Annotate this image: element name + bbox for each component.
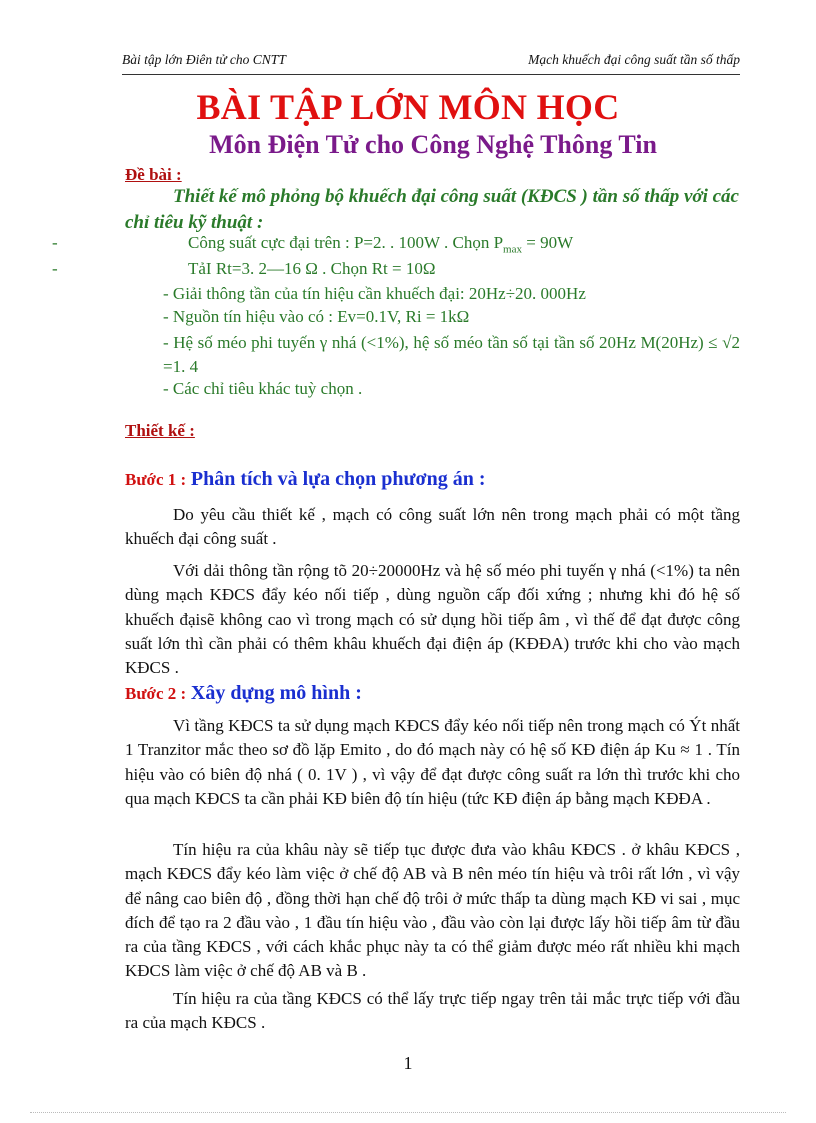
step1-heading: Bước 1 : Phân tích và lựa chọn phương án :: [125, 468, 486, 490]
step2-paragraph-1: Vì tầng KĐCS ta sử dụng mạch KĐCS đẩy kéo nối tiếp nên trong mạch có Ýt nhất 1 Tranzitor mắc theo sơ đồ lặp Emito , do đó mạch này có hệ số KĐ điện áp Ku ≈ 1 . Tín hiệu vào có biên độ nhá ( 0. 1V ) , vì vậy để đạt được công suất ra lớn thì trước khi cho qua mạch KĐCS ta cần phải KĐ biên độ tín hiệu (tức KĐ điện áp bằng mạch KĐĐA .: [125, 716, 740, 808]
item5-distortion: - Hệ số méo phi tuyến γ nhá (<1%), hệ số méo tần số tại tần số 20Hz M(20Hz) ≤ √2 =1. 4: [163, 333, 740, 376]
footer-divider: [30, 1112, 786, 1113]
item1-power: Công suất cực đại trên : P=2. . 100W . Chọn $P_{max} = 90W$: [188, 233, 574, 256]
header-left: Bài tập lớn Điên tử cho CNTT: [122, 52, 286, 67]
header-right: Mạch khuếch đại công suất tần số thấp: [528, 52, 740, 67]
item1-dash: -: [52, 233, 58, 252]
thiet-ke-heading: Thiết kế :: [125, 421, 195, 440]
step1-paragraph-1: Do yêu cầu thiết kế , mạch có công suất lớn nên trong mạch phải có một tầng khuếch đại công suất .: [125, 505, 740, 549]
step2-paragraph-3: Tín hiệu ra của tầng KĐCS có thể lấy trực tiếp ngay trên tải mắc trực tiếp với đầu ra của mạch KĐCS .: [125, 989, 740, 1033]
step2-paragraph-2: Tín hiệu ra của khâu này sẽ tiếp tục được đưa vào khâu KĐCS . ở khâu KĐCS , mạch KĐCS đẩy kéo làm việc ở chế độ AB và B nên méo tín hiệu và trôi rất lớn , vì vậy để nâng cao biên độ , đồng thời hạn chế độ trôi ở mức thấp ta dùng mạch KĐ vi sai , mục đích để tạo ra 2 đầu vào , 1 đầu tín hiệu vào , đầu vào còn lại được lấy hồi tiếp âm từ đầu ra của tầng KĐCS , với cách khắc phục này ta có thể giảm được méo rất nhiều khi mạch KĐCS làm việc ở chế độ AB và B .: [125, 840, 740, 981]
de-bai-heading: Đề bài :: [125, 165, 182, 184]
item6-other: - Các chỉ tiêu khác tuỳ chọn .: [163, 379, 363, 398]
item2-load: TảI Rt=3. 2—16 Ω . Chọn Rt = 10Ω: [188, 259, 436, 278]
page-number: 1: [403, 1053, 413, 1073]
document-subtitle: Môn Điện Tử cho Công Nghệ Thông Tin: [209, 130, 657, 159]
item3-bandwidth: - Giải thông tần của tín hiệu cần khuếch đại: 20Hz÷20. 000Hz: [163, 284, 586, 303]
task-statement: Thiết kế mô phỏng bộ khuếch đại công suất (KĐCS ) tần số thấp với các chỉ tiêu kỹ thuật :: [125, 186, 739, 233]
item2-dash: -: [52, 259, 58, 278]
step1-paragraph-2: Với dải thông tần rộng tõ 20÷20000Hz và hệ số méo phi tuyến γ nhá (<1%) ta nên dùng mạch KĐCS đẩy kéo nối tiếp , dùng nguồn cấp đối xứng ; nhưng khi đó hệ số khuếch đạisẽ không cao vì trong mạch có sử dụng hồi tiếp âm , vì thế để đạt được công suất lớn thì cần phải có thêm khâu khuếch đại điện áp (KĐĐA) trước khi cho vào mạch KĐCS .: [125, 561, 740, 678]
item4-source: - Nguồn tín hiệu vào có : Ev=0.1V, Ri = 1kΩ: [163, 307, 470, 326]
page-header: [122, 52, 740, 75]
step2-heading: Bước 2 : Xây dựng mô hình :: [125, 682, 362, 704]
document-title: BÀI TẬP LỚN MÔN HỌC: [196, 87, 620, 127]
